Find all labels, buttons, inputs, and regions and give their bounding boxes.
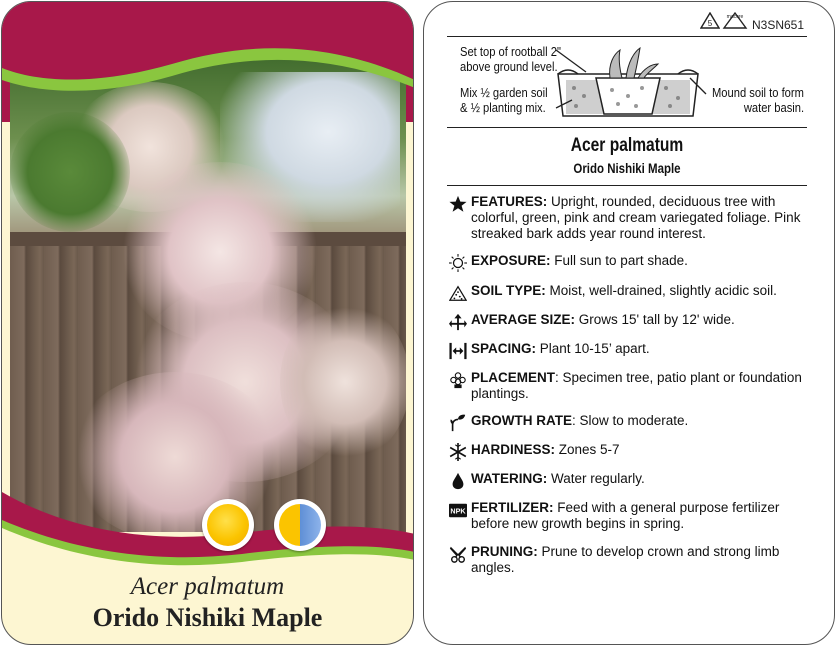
front-common-name: Orido Nishiki Maple [92, 603, 323, 632]
pruners-icon [449, 545, 467, 563]
npk-icon [449, 501, 467, 519]
snowflake-icon [449, 443, 467, 461]
note-rootball-1: Set top of rootball 2" [460, 44, 561, 59]
macore-logo-icon [722, 10, 748, 30]
recycle-icon [700, 12, 720, 30]
sku-code: N3SN651 [752, 18, 805, 32]
full-sun-icon [202, 499, 254, 551]
top-wave-decoration [2, 2, 414, 132]
svg-text:macore: macore [726, 14, 744, 20]
water-drop-icon [449, 472, 467, 490]
sun-icon [449, 254, 467, 272]
growth-icon [449, 414, 467, 432]
note-rootball-2: above ground level. [460, 59, 558, 74]
note-mound-2: water basin. [743, 100, 804, 115]
front-latin-name: Acer palmatum [130, 573, 285, 600]
svg-text:NPK: NPK [450, 506, 466, 516]
divider [447, 185, 807, 186]
soil-icon [449, 284, 467, 302]
note-mound-1: Mound soil to form [712, 85, 804, 100]
spacing-icon [449, 342, 467, 360]
back-latin-name: Acer palmatum [570, 135, 684, 156]
planting-diagram [548, 44, 708, 124]
divider [447, 36, 807, 37]
note-mix-1: Mix ½ garden soil [460, 85, 548, 100]
size-icon [449, 313, 467, 331]
front-card [1, 1, 414, 645]
divider [447, 127, 807, 128]
star-icon [449, 195, 467, 213]
placement-icon [449, 371, 467, 389]
note-mix-2: & ½ planting mix. [460, 100, 546, 115]
back-common-name: Orido Nishiki Maple [573, 160, 681, 176]
svg-text:5: 5 [707, 19, 713, 28]
part-shade-icon [274, 499, 326, 551]
